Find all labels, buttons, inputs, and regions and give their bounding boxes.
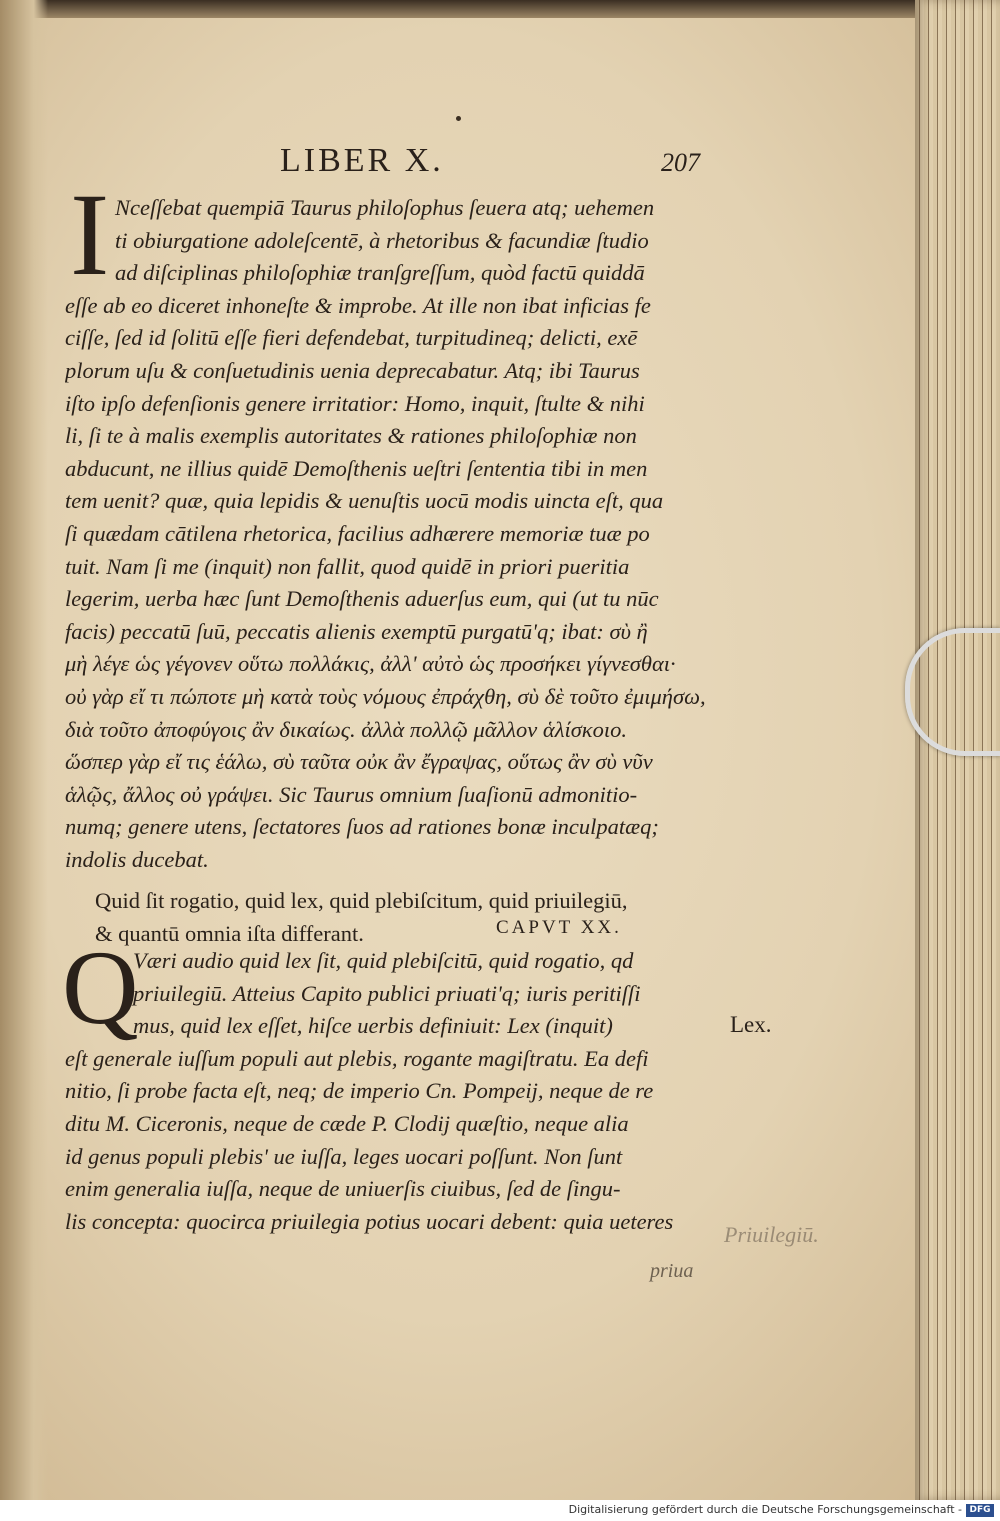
- text-line: id genus populi plebis' ue iuſſa, leges uocari poſſunt. Non ſunt: [65, 1143, 623, 1169]
- text-line: facis) peccatū ſuū, peccatis alienis exemptū purgatū'q; ibat: σὺ ἢ: [65, 618, 648, 644]
- text-line: mus, quid lex eſſet, hiſce uerbis definiuit: Lex (inquit): [133, 1013, 613, 1039]
- text-line: plorum uſu & conſuetudinis uenia deprecabatur. Atq; ibi Taurus: [65, 357, 640, 383]
- drop-cap-initial: I: [70, 169, 110, 300]
- text-line: Nceſſebat quempiā Taurus philoſophus ſeuera atq; uehemen: [115, 195, 655, 220]
- page-top-edge: [0, 0, 1000, 18]
- text-line: lis concepta: quocirca priuilegia potius uocari debent: quia ueteres: [65, 1208, 674, 1234]
- text-line: iſto ipſo defenſionis genere irritatior: Homo, inquit, ſtulte & nihi: [65, 390, 645, 416]
- footer-bar: [0, 1500, 1000, 1521]
- greek-text-line: οὐ γὰρ εἴ τι πώποτε μὴ κατὰ τοὺς νόμους ἐπράχθη, σὺ δὲ τοῦτο ἐμιμήσω,: [65, 683, 706, 709]
- drop-cap-initial: Q: [62, 929, 139, 1046]
- chapter-number: CAPVT XX.: [496, 917, 622, 938]
- text-line: indolis ducebat.: [65, 846, 209, 872]
- page-gutter: [0, 0, 48, 1500]
- text-line: ſi quædam cātilena rhetorica, facilius adhærere memoriæ tuæ po: [65, 520, 650, 546]
- text-line: numq; genere utens, ſectatores ſuos ad rationes bonæ inculpatæq;: [65, 814, 659, 840]
- margin-note-lex: Lex.: [730, 1012, 772, 1037]
- text-block-main: [65, 192, 715, 876]
- running-title: LIBER X.: [280, 142, 444, 179]
- ink-dot: [456, 116, 461, 121]
- chapter-heading-line: Quid ſit rogatio, quid lex, quid plebiſcitum, quid priuilegiū,: [95, 888, 628, 913]
- text-line: eſſe ab eo diceret inhoneſte & improbe. At ille non ibat inficias fe: [65, 292, 651, 318]
- text-line: ad diſciplinas philoſophiæ tranſgreſſum, quòd factū quiddā: [115, 260, 645, 286]
- chapter-heading: [95, 885, 725, 950]
- text-line: tem uenit? quæ, quia lepidis & uenuſtis uocū modis uincta eſt, qua: [65, 488, 664, 514]
- greek-text-line: ὥσπερ γὰρ εἴ τις ἑάλω, σὺ ταῦτα οὐκ ἂν ἔγραψας, οὕτως ἂν σὺ νῦν: [65, 749, 653, 775]
- text-block-chapter: [65, 945, 715, 1238]
- running-header: [280, 142, 700, 182]
- text-line: priuilegiū. Atteius Capito publici priuati'q; iuris peritiſſi: [133, 980, 641, 1006]
- text-line: ἁλῷς, ἄλλος οὐ γράψει. Sic Taurus omnium ſuaſionū admonitio-: [65, 781, 638, 807]
- greek-text-line: διὰ τοῦτο ἀποφύγοις ἂν δικαίως. ἀλλὰ πολλῷ μᾶλλον ἁλίσκοιο.: [65, 716, 627, 742]
- text-line: abducunt, ne illius quidē Demoſthenis ueſtri ſententia tibi in men: [65, 455, 648, 481]
- page-number: 207: [661, 148, 700, 177]
- text-line: ti obiurgatione adoleſcentē, à rhetoribus & facundiæ ſtudio: [115, 227, 649, 253]
- text-line: nitio, ſi probe facta eſt, neq; de imperio Cn. Pompeij, neque de re: [65, 1078, 654, 1104]
- catchword: priua: [650, 1260, 694, 1282]
- chapter-heading-line: & quantū omnia iſta differant.: [95, 920, 364, 946]
- greek-text-line: μὴ λέγε ὡς γέγονεν οὕτω πολλάκις, ἀλλ' αὐτὸ ὡς προσήκει γίγνεσθαι·: [65, 651, 676, 677]
- text-line: eſt generale iuſſum populi aut plebis, rogante magiſtratu. Ea defi: [65, 1045, 649, 1071]
- text-line: enim generalia iuſſa, neque de uniuerſis ciuibus, ſed de ſingu-: [65, 1176, 621, 1202]
- footer-credit: Digitalisierung gefördert durch die Deutsche Forschungsgemeinschaft -: [568, 1503, 962, 1516]
- text-line: ciſſe, ſed id ſolitū eſſe fieri defendebat, turpitudineq; delicti, exē: [65, 325, 638, 351]
- text-line: Væri audio quid lex ſit, quid plebiſcitū, quid rogatio, qd: [133, 948, 634, 973]
- text-line: ditu M. Ciceronis, neque de cæde P. Clodij quæſtio, neque alia: [65, 1110, 629, 1136]
- text-line: legerim, uerba hæc ſunt Demoſthenis aduerſus eum, qui (ut tu nūc: [65, 586, 659, 612]
- dfg-logo-icon: DFG: [966, 1504, 994, 1517]
- margin-note-privilegium: Priuilegiū.: [724, 1222, 819, 1247]
- text-line: tuit. Nam ſi me (inquit) non fallit, quod quidē in priori pueritia: [65, 553, 630, 579]
- text-line: li, ſi te à malis exemplis autoritates & rationes philoſophiæ non: [65, 423, 637, 449]
